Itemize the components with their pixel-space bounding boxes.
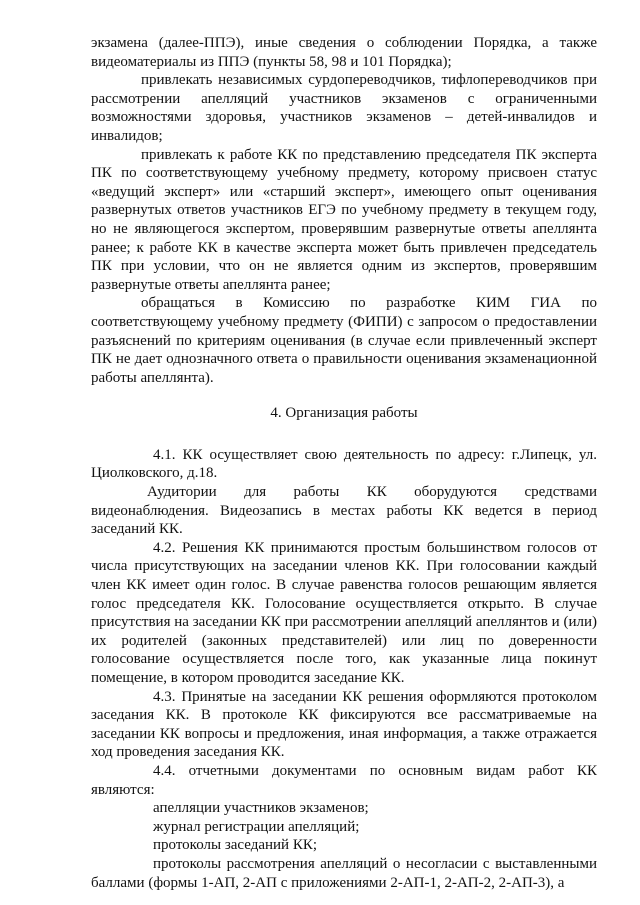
paragraph-4-2: 4.2. Решения КК принимаются простым большинством голосов от числа присутствующих на заседании членов КК. При голосовании каждый член КК имеет один голос. В случае равенства голосов решающим является голос председателя КК. Голосование осуществляется открыто. В случае присутствия на заседании КК при рассмотрении апелляций апеллянтов и (или) их родителей (законных представителей) или лиц по доверенности голосование осуществляется после того, как указанные лица покинут помещение, в котором проводится заседание КК. — [91, 539, 597, 686]
paragraph-sign-interpreters: привлекать независимых сурдопереводчиков, тифлопереводчиков при рассмотрении апелляций участников экзаменов с ограниченными возможностями здоровья, участников экзаменов – детей-инвалидов и инвалидов; — [91, 72, 597, 144]
paragraph-ppe: экзамена (далее-ППЭ), иные сведения о соблюдении Порядка, а также видеоматериалы из ППЭ (пункты 58, 98 и 101 Порядка); — [91, 35, 597, 70]
section-heading: 4. Организация работы — [270, 405, 418, 422]
paragraph-protocols: протоколы рассмотрения апелляций о несогласии с выставленными баллами (формы 1-АП, 2-АП с приложениями 2-АП-1, 2-АП-2, 2-АП-3), а — [91, 855, 597, 891]
paragraph-video: Аудитории для работы КК оборудуются средствами видеонаблюдения. Видеозапись в местах работы КК ведется в период заседаний КК. — [91, 484, 597, 538]
paragraph-4-1: 4.1. КК осуществляет свою деятельность по адресу: г.Липецк, ул. Циолковского, д.18. — [91, 446, 597, 482]
document-page — [91, 34, 597, 892]
list-item: апелляции участников экзаменов; — [153, 800, 369, 817]
list-item: протоколы заседаний КК; — [153, 837, 318, 854]
list-item: журнал регистрации апелляций; — [153, 818, 360, 835]
paragraph-fipi: обращаться в Комиссию по разработке КИМ ГИА по соответствующему учебному предмету (ФИПИ) с запросом о предоставлении разъяснений по критериям оценивания (в случае если привлеченный эксперт ПК не дает однозначного ответа о правильности оценивания экзаменационной работы апеллянта). — [91, 295, 597, 386]
paragraph-4-4: 4.4. отчетными документами по основным видам работ КК являются: — [91, 762, 597, 798]
paragraph-4-3: 4.3. Принятые на заседании КК решения оформляются протоколом заседания КК. В протоколе КК фиксируются все рассматриваемые на заседании КК вопросы и предложения, иная информация, а также отражается ход проведения заседания КК. — [91, 688, 597, 761]
paragraph-expert: привлекать к работе КК по представлению председателя ПК эксперта ПК по соответствующему учебному предмету, которому присвоен статус «ведущий эксперт» или «старший эксперт», имеющего опыт оценивания развернутых ответов участников ЕГЭ по учебному предмету в текущем году, но не являющегося экспертом, проверявшим развернутые ответы апеллянта ранее; к работе КК в качестве эксперта может быть привлечен председатель ПК при условии, что он не является одним из экспертов, проверявшим развернутые ответы апеллянта ранее; — [91, 146, 597, 293]
